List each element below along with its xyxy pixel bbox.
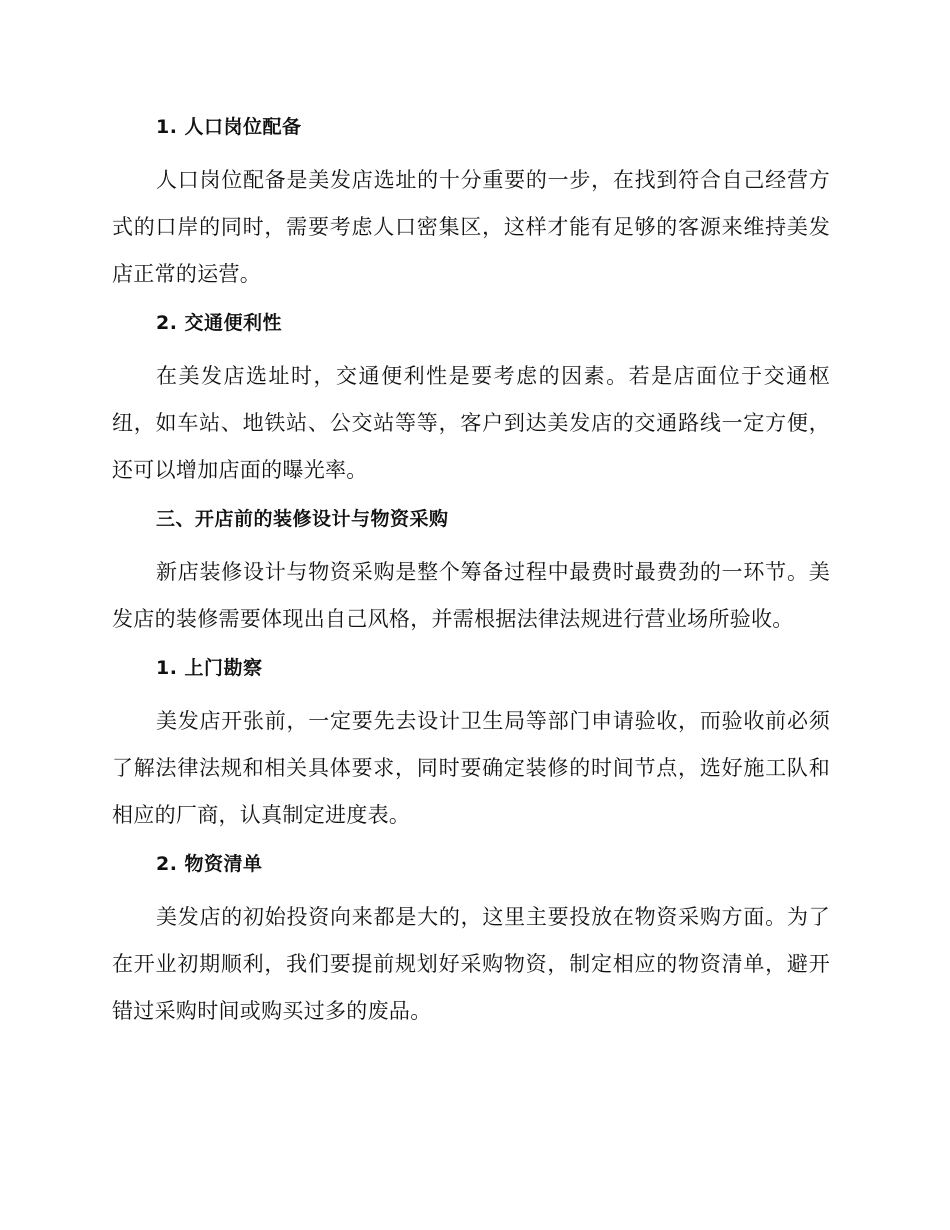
paragraph-population: 人口岗位配备是美发店选址的十分重要的一步，在找到符合自己经营方式的口岸的同时，需要考虑人口密集区，这样才能有足够的客源来维持美发店正常的运营。 — [112, 168, 830, 286]
section-heading-inspection: 1. 上门勘察 — [156, 657, 263, 679]
paragraph-inspection: 美发店开张前，一定要先去设计卫生局等部门申请验收，而验收前必须了解法律法规和相关具体要求，同时要确定装修的时间节点，选好施工队和相应的厂商，认真制定进度表。 — [112, 709, 830, 827]
paragraph-renovation: 新店装修设计与物资采购是整个筹备过程中最费时最费劲的一环节。美发店的装修需要体现出自己风格，并需根据法律法规进行营业场所验收。 — [112, 560, 830, 631]
section-heading-transport: 2. 交通便利性 — [156, 312, 283, 334]
document-page — [112, 110, 830, 1035]
paragraph-materials: 美发店的初始投资向来都是大的，这里主要投放在物资采购方面。为了在开业初期顺利，我们要提前规划好采购物资，制定相应的物资清单，避开错过采购时间或购买过多的废品。 — [112, 905, 830, 1023]
section-heading-materials: 2. 物资清单 — [156, 853, 263, 875]
paragraph-transport: 在美发店选址时，交通便利性是要考虑的因素。若是店面位于交通枢纽，如车站、地铁站、公交站等等，客户到达美发店的交通路线一定方便，还可以增加店面的曝光率。 — [112, 364, 830, 482]
section-heading-population: 1. 人口岗位配备 — [156, 116, 302, 138]
section-heading-renovation: 三、开店前的装修设计与物资采购 — [156, 508, 449, 530]
